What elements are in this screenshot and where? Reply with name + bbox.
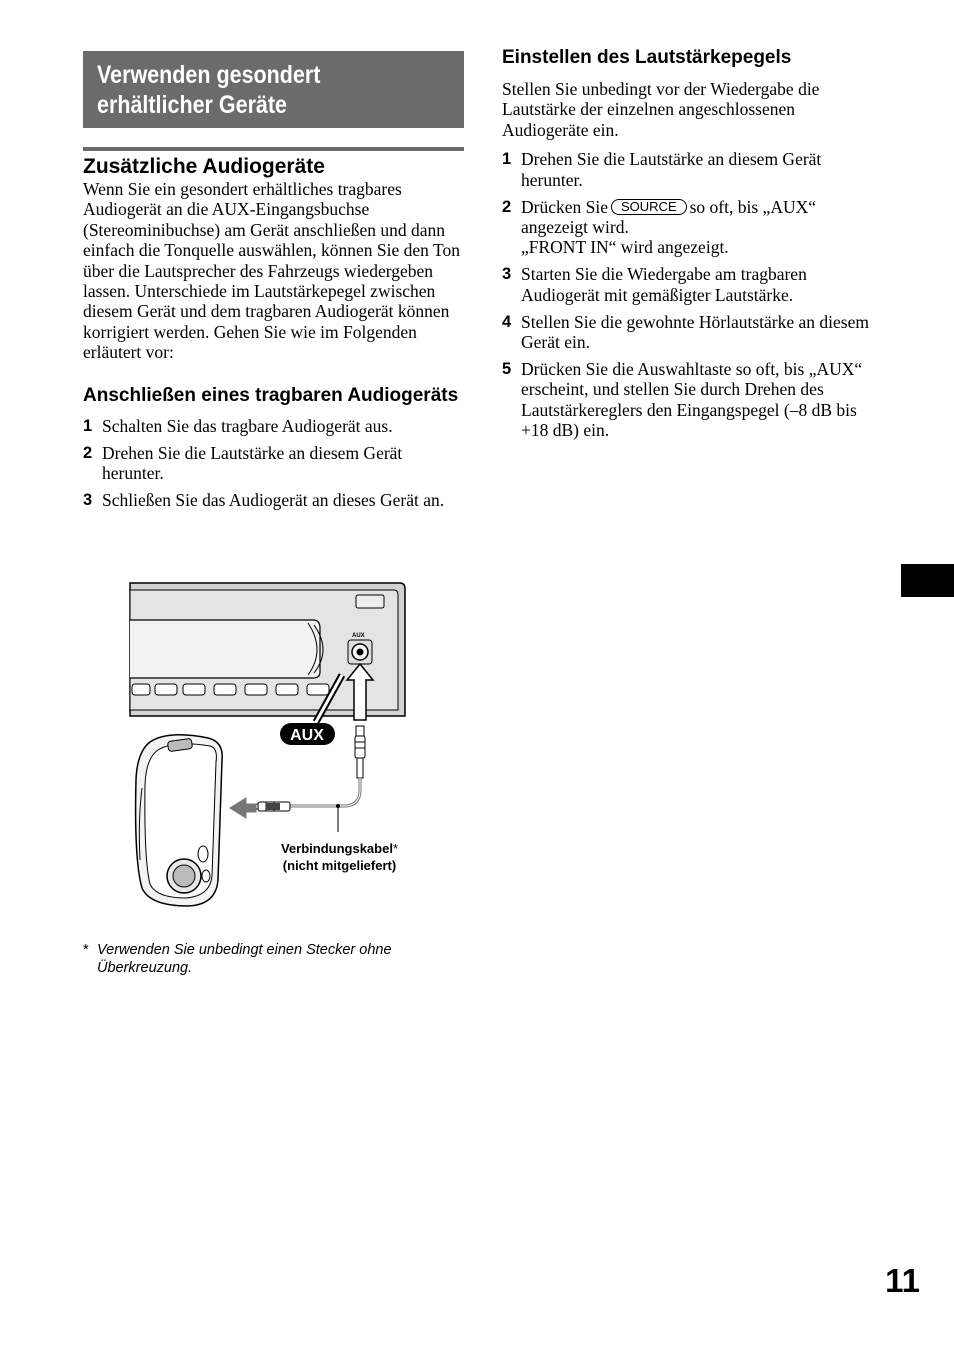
level-step-4: [502, 312, 882, 353]
connect-step-3: [83, 490, 464, 510]
aux-jack-label: AUX: [352, 633, 365, 639]
level-subtitle: Einstellen des Lautstärkepegels: [502, 47, 792, 68]
cable-label-star: *: [392, 841, 399, 856]
chapter-title-box: [83, 51, 464, 128]
level-step-3: [502, 264, 882, 305]
step-text: Schalten Sie das tragbare Audiogerät aus.: [102, 415, 393, 436]
level-step-5: [502, 359, 882, 441]
step-text: Drehen Sie die Lautstärke an diesem Gerät herunter.: [102, 442, 403, 483]
intro-paragraph: Wenn Sie ein gesondert erhältliches tragbares Audiogerät an die AUX-Eingangsbuchse (Stereominibuchse) am Gerät anschließen und dann einfach die Tonquelle auswählen, können Sie den Ton über die Lautsprecher des Fahrzeugs wiedergeben lassen. Unterschiede im Lautstärkepegel zwischen diesem Gerät und dem tragbaren Audiogerät können korrigiert werden. Gehen Sie wie im Folgenden erläutert vor:: [83, 179, 460, 363]
step-text: Drücken Sie die Auswahltaste so oft, bis „AUX“ erscheint, und stellen Sie durch Drehen des Lautstärkereglers den Eingangspegel (–8 dB bis +18 dB) ein.: [521, 358, 863, 441]
section-title: Zusätzliche Audiogeräte: [83, 155, 325, 178]
cable-label-line1: Verbindungskabel: [280, 841, 393, 856]
left-column: [83, 51, 464, 517]
page-number: 11: [885, 1262, 920, 1299]
connect-subtitle: Anschließen eines tragbaren Audiogeräts: [83, 384, 459, 406]
level-intro: Stellen Sie unbedingt vor der Wiedergabe die Lautstärke der einzelnen angeschlossenen Audiogeräte ein.: [502, 79, 820, 140]
step-text-line2: „FRONT IN“ wird angezeigt.: [521, 237, 729, 258]
connecting-cable: [290, 778, 360, 806]
right-column: [502, 46, 882, 447]
chapter-title-line1: Verwenden gesondert: [97, 61, 321, 89]
plug-vertical: [355, 726, 365, 778]
step-text: Drehen Sie die Lautstärke an diesem Gerät herunter.: [521, 149, 822, 190]
step-text-after: so oft, bis „AUX“ angezeigt wird.: [521, 196, 816, 237]
cable-label-line2: (nicht mitgeliefert): [282, 858, 397, 873]
side-tab-marker: [901, 564, 954, 597]
chapter-title-line2: erhältlicher Geräte: [97, 91, 288, 119]
title-rule: [83, 147, 464, 151]
connect-steps: [83, 416, 464, 511]
step-number: 5: [502, 359, 512, 378]
step-number: 2: [502, 197, 512, 216]
step-text-before: Drücken Sie: [521, 196, 608, 217]
arrow-left-icon: [230, 798, 256, 818]
level-step-1: [502, 149, 882, 190]
cable-label: [262, 840, 417, 874]
step-number: 4: [502, 312, 512, 331]
footnote-star: *: [83, 942, 89, 958]
aux-badge-text: AUX: [290, 727, 324, 744]
step-text: Schließen Sie das Audiogerät an dieses Gerät an.: [102, 489, 445, 510]
level-steps: [502, 149, 882, 440]
level-step-2: [502, 197, 882, 258]
step-number: 2: [83, 443, 93, 462]
connect-step-1: [83, 416, 464, 436]
source-button-label: SOURCE: [611, 199, 687, 215]
step-text: Starten Sie die Wiedergabe am tragbaren Audiogerät mit gemäßigter Lautstärke.: [521, 264, 807, 305]
step-number: 3: [502, 265, 512, 284]
footnote: [83, 941, 473, 977]
footnote-text: Verwenden Sie unbedingt einen Stecker ohne Überkreuzung.: [97, 942, 392, 976]
connect-step-2: [83, 443, 464, 484]
step-number: 1: [83, 416, 93, 435]
step-text: Stellen Sie die gewohnte Hörlautstärke an diesem Gerät ein.: [521, 311, 869, 352]
step-number: 1: [502, 150, 512, 169]
portable-audio-device: [136, 735, 223, 906]
step-number: 3: [83, 490, 93, 509]
